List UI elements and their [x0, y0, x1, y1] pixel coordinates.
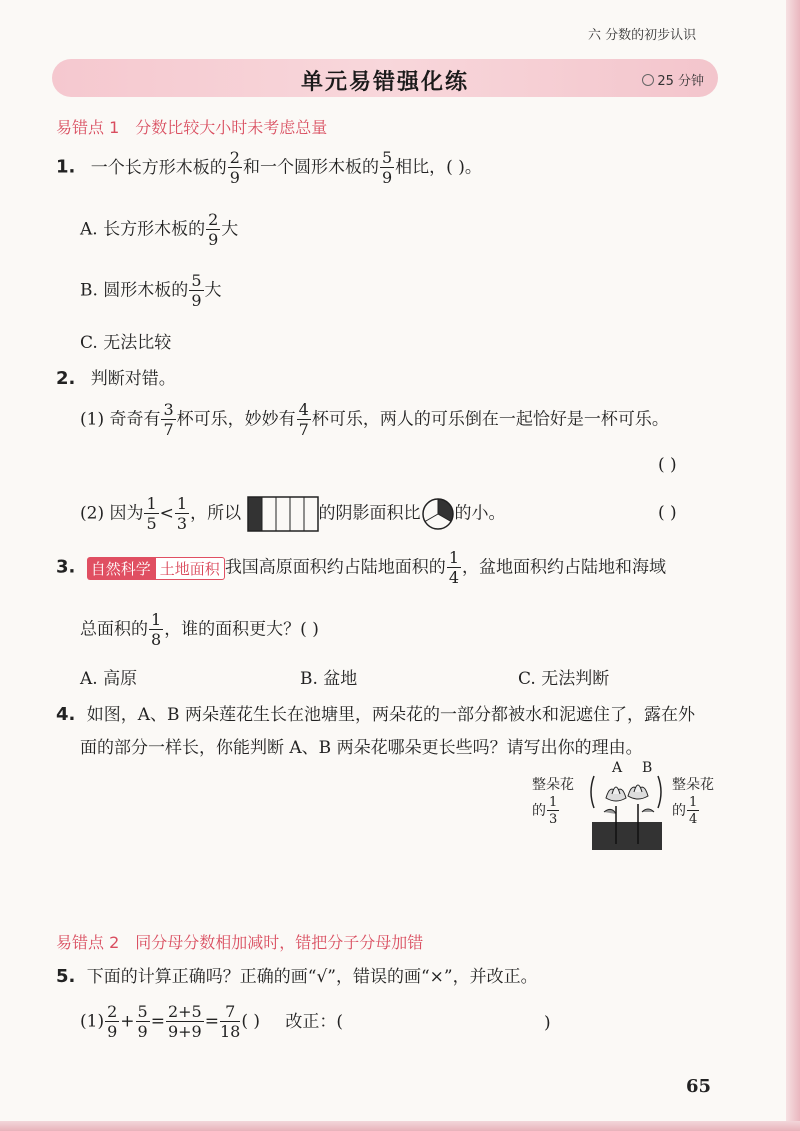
numerator: 2 — [107, 1002, 118, 1021]
rectangle-fifths-figure — [247, 496, 319, 532]
topic-tag: 自然科学 — [87, 557, 155, 580]
timer-label: 25 分钟 — [657, 74, 704, 89]
q1-option-b[interactable] — [80, 273, 222, 309]
label-line: 的 — [672, 803, 686, 819]
denominator: 5 — [146, 514, 157, 533]
question-4 — [56, 700, 695, 725]
question-3-cont — [80, 612, 319, 648]
question-5 — [56, 962, 538, 987]
question-3 — [56, 550, 666, 586]
fraction — [380, 150, 394, 186]
denominator: 9 — [208, 230, 219, 249]
fraction — [175, 496, 189, 532]
text: 杯可乐，两人的可乐倒在一起恰好是一杯可乐。 — [311, 409, 669, 430]
answer-blank[interactable]: ( ) — [658, 455, 677, 475]
fraction — [136, 1004, 150, 1040]
denominator: 4 — [689, 812, 698, 827]
numerator: 1 — [151, 610, 162, 629]
question-number: 1. — [56, 156, 76, 178]
flower-b-label: B — [642, 760, 653, 776]
denominator: 3 — [176, 514, 188, 533]
numerator: 1 — [689, 795, 698, 810]
lotus-pond-drawing — [582, 772, 670, 852]
question-4-line-2: 面的部分一样长，你能判断 A、B 两朵花哪朵更长些吗？请写出你的理由。 — [80, 738, 643, 758]
question-number: 5. — [56, 966, 76, 987]
fraction — [149, 612, 163, 648]
option-text: B. 圆形木板的 — [80, 280, 189, 301]
text: 的小。 — [454, 503, 506, 524]
text: ，所以 — [190, 503, 242, 524]
fraction — [220, 1004, 240, 1040]
section-text: 同分母分数相加减时，错把分子分母加错 — [135, 933, 424, 952]
fraction — [144, 496, 158, 532]
denominator: 3 — [549, 812, 558, 827]
fraction — [447, 550, 461, 586]
text: 杯可乐，妙妙有 — [176, 409, 296, 430]
numerator: 5 — [191, 271, 202, 290]
fraction — [687, 796, 699, 826]
left-label — [532, 774, 574, 826]
denominator: 9 — [229, 168, 240, 187]
equals-sign: = — [150, 1011, 165, 1032]
q5-part-1 — [80, 1004, 343, 1040]
text: 下面的计算正确吗？正确的画“√”，错误的画“×”，并改正。 — [86, 967, 538, 987]
numerator: 1 — [146, 494, 157, 513]
section-heading-2 — [56, 930, 423, 953]
numerator: 1 — [176, 494, 188, 513]
section-heading-1 — [56, 115, 327, 138]
label-line: 整朵花 — [672, 777, 714, 793]
part-label: (1) — [80, 1011, 105, 1032]
question-number: 3. — [56, 556, 76, 578]
denominator: 9 — [137, 1022, 148, 1041]
option-text: 大 — [221, 219, 239, 240]
page-edge-decoration — [786, 0, 800, 1131]
correction-label: 改正：( — [285, 1011, 344, 1032]
unit-banner — [52, 59, 718, 97]
lotus-figure — [532, 760, 722, 855]
numerator: 2 — [229, 148, 240, 167]
fraction — [297, 402, 311, 438]
text: ，盆地面积约占陆地和海域 — [462, 557, 666, 578]
denominator: 8 — [151, 630, 162, 649]
q3-option-b[interactable]: B. 盆地 — [300, 669, 358, 689]
fraction — [228, 150, 242, 186]
answer-blank[interactable]: ( ) — [658, 503, 677, 523]
q3-option-a[interactable]: A. 高原 — [80, 669, 138, 689]
denominator: 9+9 — [167, 1022, 202, 1041]
correction-close: ) — [544, 1013, 551, 1033]
text: ，谁的面积更大？( ) — [164, 619, 319, 640]
question-number: 4. — [56, 704, 76, 725]
section-text: 分数比较大小时未考虑总量 — [135, 118, 328, 137]
section-label: 易错点 1 — [56, 118, 120, 137]
q1-text-1: 一个长方形木板的 — [90, 157, 227, 178]
fraction — [189, 273, 203, 309]
flower-a-label: A — [612, 760, 623, 776]
fraction — [166, 1004, 204, 1040]
text: 的阴影面积比 — [318, 503, 421, 524]
numerator: 5 — [381, 148, 393, 167]
numerator: 5 — [137, 1002, 148, 1021]
section-label: 易错点 2 — [56, 933, 120, 952]
q1-text-2: 和一个圆形木板的 — [242, 157, 379, 178]
timer — [642, 70, 704, 89]
fraction — [547, 796, 559, 826]
option-text: 大 — [204, 280, 222, 301]
denominator: 9 — [381, 168, 393, 187]
text: (1) 奇奇有 — [80, 409, 161, 430]
fraction — [105, 1004, 119, 1040]
numerator: 2+5 — [167, 1002, 202, 1021]
q3-option-c[interactable]: C. 无法判断 — [518, 669, 610, 689]
equals-sign: = — [204, 1011, 219, 1032]
numerator: 1 — [549, 795, 558, 810]
denominator: 9 — [191, 291, 202, 310]
less-than: < — [159, 503, 174, 524]
denominator: 4 — [448, 568, 459, 587]
plus-sign: + — [120, 1011, 135, 1032]
text: 如图，A、B 两朵莲花生长在池塘里，两朵花的一部分都被水和泥遮住了，露在外 — [86, 705, 695, 725]
fraction — [161, 402, 175, 438]
page-number: 65 — [686, 1076, 712, 1097]
option-text: A. 长方形木板的 — [80, 219, 206, 240]
question-2 — [56, 364, 176, 389]
denominator: 7 — [163, 420, 174, 439]
label-line: 的 — [532, 803, 546, 819]
numerator: 7 — [220, 1004, 240, 1022]
denominator: 9 — [107, 1022, 118, 1041]
answer-blank[interactable]: ( ) — [241, 1011, 261, 1032]
q1-text-3: 相比，( )。 — [395, 157, 482, 178]
text: (2) 因为 — [80, 503, 144, 524]
numerator: 1 — [448, 548, 459, 567]
clock-icon — [642, 74, 654, 86]
denominator: 7 — [298, 420, 309, 439]
denominator: 18 — [219, 1022, 241, 1041]
right-label — [672, 774, 714, 826]
question-number: 2. — [56, 368, 76, 389]
q2-part-1 — [80, 402, 669, 438]
q2-title: 判断对错。 — [90, 369, 176, 389]
label-line: 整朵花 — [532, 777, 574, 793]
text: 总面积的 — [80, 619, 148, 640]
q2-part-2 — [80, 496, 506, 532]
q1-option-c[interactable]: C. 无法比较 — [80, 333, 172, 353]
subtopic-tag: 土地面积 — [155, 557, 225, 580]
q1-option-a[interactable] — [80, 212, 238, 248]
fraction — [206, 212, 220, 248]
circle-thirds-figure — [421, 497, 455, 531]
chapter-header: 六 分数的初步认识 — [588, 28, 697, 43]
question-1 — [56, 150, 482, 186]
banner-title: 单元易错强化练 — [300, 70, 469, 95]
numerator: 3 — [163, 400, 174, 419]
numerator: 2 — [208, 210, 219, 229]
page-bottom-decoration — [0, 1121, 800, 1131]
numerator: 4 — [298, 400, 309, 419]
text: 我国高原面积约占陆地面积的 — [224, 557, 446, 578]
